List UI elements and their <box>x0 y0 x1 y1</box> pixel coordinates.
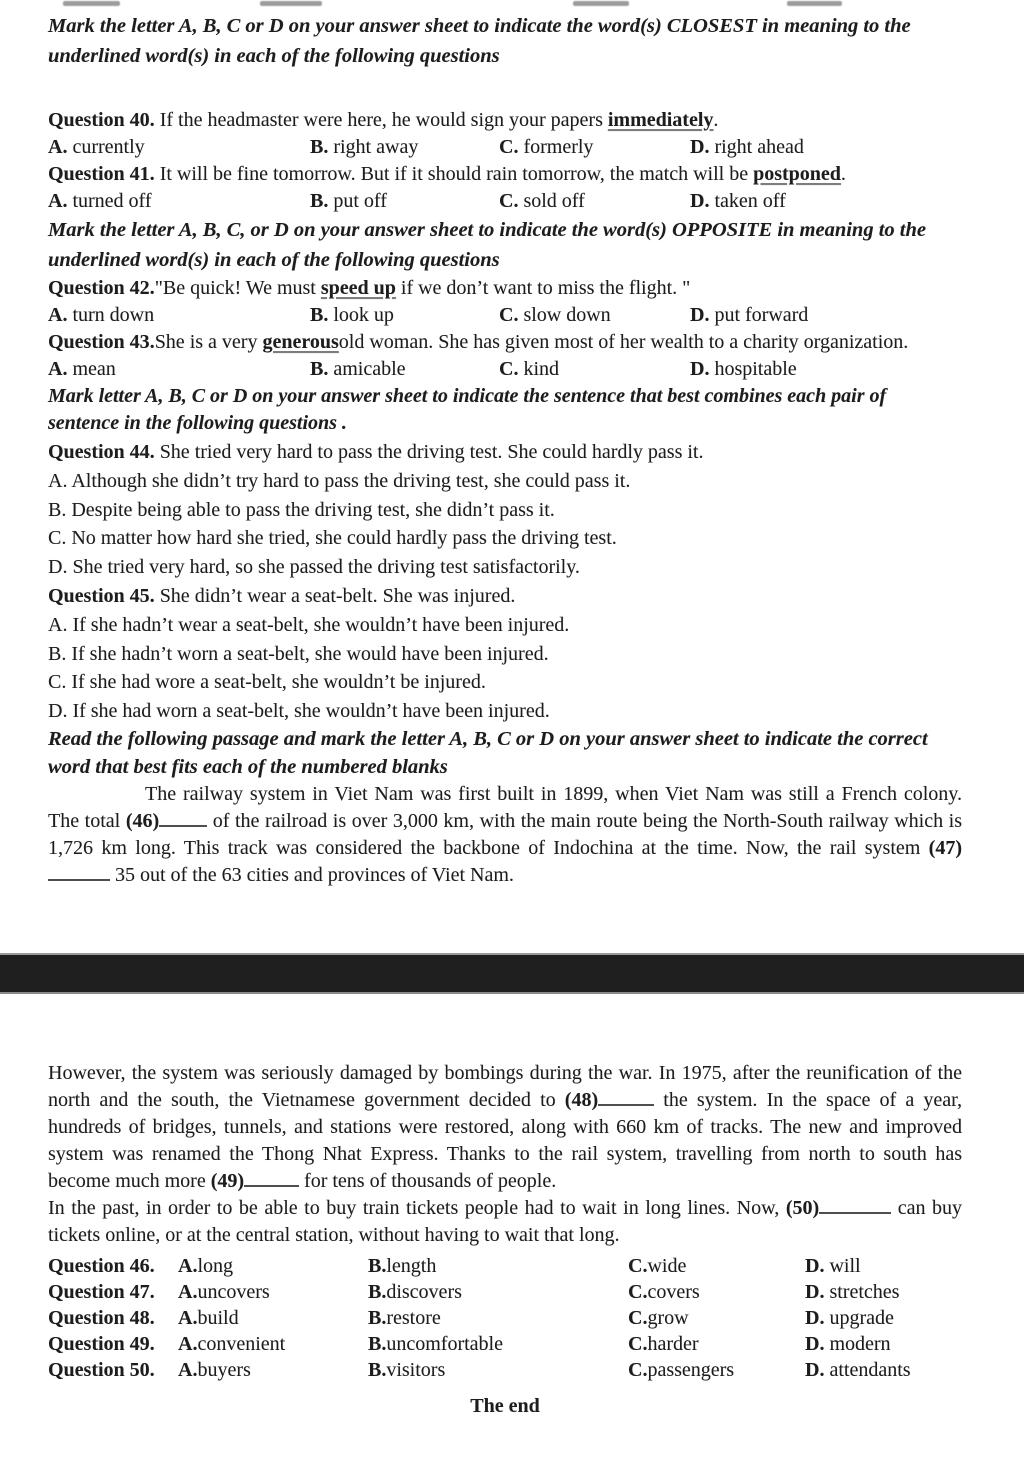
option-d <box>805 1279 962 1305</box>
text-segment: She didn’t wear a seat-belt. She was injured. <box>154 585 516 607</box>
option-a <box>178 1331 368 1357</box>
option-d <box>805 1305 962 1331</box>
option-text: look up <box>328 304 394 326</box>
option-letter: D. <box>805 1359 825 1381</box>
option-b <box>368 1279 628 1305</box>
option-letter: C. <box>499 358 519 380</box>
option-d <box>805 1331 962 1357</box>
option-text: amicable <box>328 358 406 380</box>
question-42-text <box>48 275 962 302</box>
option-c <box>499 134 690 161</box>
question-44-choices <box>48 467 962 581</box>
text-segment: immediately <box>607 109 714 131</box>
text-segment: "Be quick! We must <box>154 277 321 299</box>
option-letter: C. <box>499 304 519 326</box>
option-letter: D. <box>690 190 710 212</box>
option-letter: B. <box>310 358 329 380</box>
question-48-row <box>48 1305 962 1331</box>
question-label: Question 49. <box>48 1333 155 1355</box>
option-b <box>368 1331 628 1357</box>
option-text: convenient <box>197 1333 286 1355</box>
clipped-text-fragment <box>787 1 842 6</box>
option-letter: D. <box>690 136 710 158</box>
text-segment: (50) <box>785 1197 820 1219</box>
option-letter: A. <box>48 304 68 326</box>
option-letter: A. <box>178 1255 198 1277</box>
clipped-text-fragment <box>63 1 120 6</box>
option-text: turned off <box>67 190 152 212</box>
instruction-opposite-meaning: Mark the letter A, B, C, or D on your answer sheet to indicate the word(s) OPPOSITE in meaning to the underlined word(s) in each of the following questions <box>48 219 926 271</box>
question-49-row <box>48 1331 962 1357</box>
question-label: Question 48. <box>48 1307 155 1329</box>
answer-blank <box>48 867 110 881</box>
text-segment: Question 41. <box>48 163 155 185</box>
question-label: Question 47. <box>48 1281 155 1303</box>
question-44-text <box>48 437 962 467</box>
option-c <box>628 1357 805 1383</box>
answer-blank <box>244 1173 299 1187</box>
option-letter: D. <box>690 358 710 380</box>
option-letter: D. <box>690 304 710 326</box>
option-letter: B. <box>310 190 329 212</box>
passage-paragraph-2 <box>48 1060 962 1195</box>
option-text: uncomfortable <box>386 1333 503 1355</box>
option-letter: C. <box>499 190 519 212</box>
option-a <box>178 1253 368 1279</box>
clipped-text-fragment <box>260 1 322 6</box>
option-letter: C. <box>499 136 519 158</box>
option-letter: A. <box>178 1333 198 1355</box>
option-b <box>310 188 499 215</box>
option-letter: C. <box>628 1281 648 1303</box>
option-text: turn down <box>67 304 155 326</box>
option-c <box>499 302 690 329</box>
question-45-choices <box>48 611 962 725</box>
option-text: modern <box>824 1333 891 1355</box>
option-d <box>805 1357 962 1383</box>
option-text: formerly <box>518 136 594 158</box>
answer-blank <box>598 1092 654 1106</box>
option-d <box>805 1253 962 1279</box>
option-a <box>48 356 310 383</box>
text-segment: . <box>840 163 846 185</box>
option-text: harder <box>647 1333 699 1355</box>
option-text: passengers <box>647 1359 735 1381</box>
option-text: put off <box>328 190 387 212</box>
option-b <box>310 134 499 161</box>
the-end-label: The end <box>470 1395 540 1417</box>
question-44 <box>48 437 962 581</box>
option-text: taken off <box>709 190 786 212</box>
option-letter: C. <box>628 1255 648 1277</box>
text-segment: the system. In the space of a year, hundreds of bridges, tunnels, and stations were restored, along with 660 km of tracks. The new and improved system was renamed the Thong Nhat Express. Thanks to the rail system, travelling from north to south has become much more <box>48 1089 962 1192</box>
question-47-row <box>48 1279 962 1305</box>
passage-paragraph-1 <box>48 781 962 889</box>
text-segment: In the past, in order to be able to buy train tickets people had to wait in long lines. Now, <box>48 1197 786 1219</box>
option-a <box>48 188 310 215</box>
option-c <box>628 1279 805 1305</box>
option-letter: D. <box>805 1333 825 1355</box>
text-segment: Question 44. <box>48 441 155 463</box>
page-break-bar <box>0 953 1024 994</box>
question-41-options <box>48 188 962 215</box>
text-segment: of the railroad is over 3,000 km, with the main route being the North-South railway which is 1,726 km long. This track was considered the backbone of Indochina at the time. Now, the rail system <box>48 810 963 859</box>
text-segment: if we don’t want to miss the flight. " <box>395 277 691 299</box>
text-segment: Question 43. <box>48 331 155 353</box>
option-c <box>628 1253 805 1279</box>
text-segment: old woman. She has given most of her wealth to a charity organization. <box>338 331 909 353</box>
option-letter: B. <box>310 136 329 158</box>
instruction-cloze-passage: Read the following passage and mark the letter A, B, C or D on your answer sheet to indicate the correct word that best fits each of the numbered blanks <box>48 728 928 778</box>
clipped-text-remnants <box>48 0 962 7</box>
question-40-options <box>48 134 962 161</box>
question-label: Question 46. <box>48 1255 155 1277</box>
option-text: long <box>197 1255 234 1277</box>
option-text: will <box>824 1255 861 1277</box>
text-segment: The railway system in Viet Nam was first built in 1899, when Viet Nam was still a French colony. The total <box>48 783 962 832</box>
option-text: put forward <box>709 304 809 326</box>
question-43-text <box>48 329 962 356</box>
text-segment: It will be fine tomorrow. But if it should rain tomorrow, the match will be <box>154 163 754 185</box>
option-text: right away <box>328 136 419 158</box>
text-segment: (49) <box>210 1170 245 1192</box>
option-letter: D. <box>805 1281 825 1303</box>
text-segment: generous <box>262 331 339 353</box>
text-segment: (48) <box>564 1089 599 1111</box>
instruction-closest-meaning: Mark the letter A, B, C or D on your answer sheet to indicate the word(s) CLOSEST in meaning to the underlined word(s) in each of the following questions <box>48 15 911 67</box>
option-c <box>499 356 690 383</box>
option-text: restore <box>386 1307 441 1329</box>
option-letter: D. <box>805 1307 825 1329</box>
text-segment: (46) <box>125 810 160 832</box>
text-segment: . <box>713 109 719 131</box>
option-letter: B. <box>368 1333 387 1355</box>
text-segment: However, the system was seriously damaged by bombings during the war. In 1975, after the reunification of the north and the south, the Vietnamese government decided to <box>48 1062 962 1111</box>
text-segment: If the headmaster were here, he would sign your papers <box>154 109 608 131</box>
option-text: discovers <box>386 1281 462 1303</box>
option-letter: D. <box>805 1255 825 1277</box>
passage-continued <box>48 1060 962 1249</box>
option-text: covers <box>647 1281 700 1303</box>
option-a <box>48 134 310 161</box>
clipped-text-fragment <box>573 1 629 6</box>
option-a <box>178 1305 368 1331</box>
option-text: mean <box>67 358 116 380</box>
text-segment: for tens of thousands of people. <box>299 1170 557 1192</box>
option-d <box>690 356 962 383</box>
option-a <box>178 1279 368 1305</box>
option-letter: B. <box>368 1307 387 1329</box>
text-segment: Question 40. <box>48 109 155 131</box>
option-text: sold off <box>518 190 585 212</box>
option-letter: A. <box>48 190 68 212</box>
option-a <box>48 302 310 329</box>
cloze-questions <box>48 1253 962 1383</box>
option-text: currently <box>67 136 145 158</box>
option-b <box>310 302 499 329</box>
question-42-options <box>48 302 962 329</box>
answer-blank <box>819 1200 891 1214</box>
option-text: right ahead <box>709 136 804 158</box>
option-text: build <box>197 1307 239 1329</box>
option-letter: A. <box>178 1307 198 1329</box>
option-letter: A. <box>178 1281 198 1303</box>
option-d <box>690 134 962 161</box>
option-a <box>178 1357 368 1383</box>
text-segment: 35 out of the 63 cities and provinces of Viet Nam. <box>110 864 514 886</box>
option-letter: C. <box>628 1359 648 1381</box>
option-c <box>628 1331 805 1357</box>
passage-paragraph-3 <box>48 1195 962 1249</box>
choice-d: D. If she had worn a seat-belt, she wouldn’t have been injured. <box>48 699 550 722</box>
question-40-text <box>48 107 962 134</box>
instruction-combine-sentences: Mark letter A, B, C or D on your answer sheet to indicate the sentence that best combines each pair of sentence in the following questions . <box>48 385 887 434</box>
choice-d: D. She tried very hard, so she passed the driving test satisfactorily. <box>48 555 580 578</box>
option-b <box>368 1305 628 1331</box>
choice-c: C. If she had wore a seat-belt, she wouldn’t be injured. <box>48 671 486 693</box>
option-d <box>690 188 962 215</box>
option-text: kind <box>518 358 560 380</box>
answer-blank <box>159 813 207 827</box>
option-text: wide <box>647 1255 687 1277</box>
question-45 <box>48 581 962 725</box>
choice-b: B. If she hadn’t worn a seat-belt, she would have been injured. <box>48 642 549 665</box>
option-d <box>690 302 962 329</box>
option-b <box>368 1253 628 1279</box>
option-text: visitors <box>386 1359 446 1381</box>
option-text: upgrade <box>824 1307 894 1329</box>
option-text: grow <box>647 1307 689 1329</box>
option-text: buyers <box>197 1359 251 1381</box>
choice-c: C. No matter how hard she tried, she could hardly pass the driving test. <box>48 527 617 549</box>
option-letter: B. <box>368 1359 387 1381</box>
text-segment: postponed <box>753 163 841 185</box>
option-b <box>310 356 499 383</box>
text-segment: Question 45. <box>48 585 155 607</box>
choice-a: A. If she hadn’t wear a seat-belt, she wouldn’t have been injured. <box>48 614 570 636</box>
text-segment: speed up <box>320 277 396 299</box>
option-text: uncovers <box>197 1281 270 1303</box>
text-segment: can buy tickets online, or at the central station, without having to wait that long. <box>48 1197 962 1246</box>
option-letter: C. <box>628 1333 648 1355</box>
option-text: hospitable <box>709 358 797 380</box>
text-segment: (47) <box>928 837 962 859</box>
option-text: stretches <box>824 1281 900 1303</box>
option-text: attendants <box>824 1359 911 1381</box>
choice-a: A. Although she didn’t try hard to pass the driving test, she could pass it. <box>48 470 631 492</box>
option-text: slow down <box>518 304 611 326</box>
question-43-options <box>48 356 962 383</box>
option-text: length <box>386 1255 437 1277</box>
option-c <box>499 188 690 215</box>
question-50-row <box>48 1357 962 1383</box>
text-segment: She tried very hard to pass the driving test. She could hardly pass it. <box>154 441 704 463</box>
option-letter: B. <box>310 304 329 326</box>
choice-b: B. Despite being able to pass the driving test, she didn’t pass it. <box>48 498 555 521</box>
option-letter: A. <box>48 358 68 380</box>
question-46-row <box>48 1253 962 1279</box>
option-letter: C. <box>628 1307 648 1329</box>
question-label: Question 50. <box>48 1359 155 1381</box>
option-letter: A. <box>178 1359 198 1381</box>
option-letter: B. <box>368 1281 387 1303</box>
option-letter: B. <box>368 1255 387 1277</box>
text-segment: Question 42. <box>48 277 155 299</box>
question-45-text <box>48 581 962 611</box>
option-c <box>628 1305 805 1331</box>
question-41-text <box>48 161 962 188</box>
option-letter: A. <box>48 136 68 158</box>
text-segment: She is a very <box>154 331 263 353</box>
option-b <box>368 1357 628 1383</box>
